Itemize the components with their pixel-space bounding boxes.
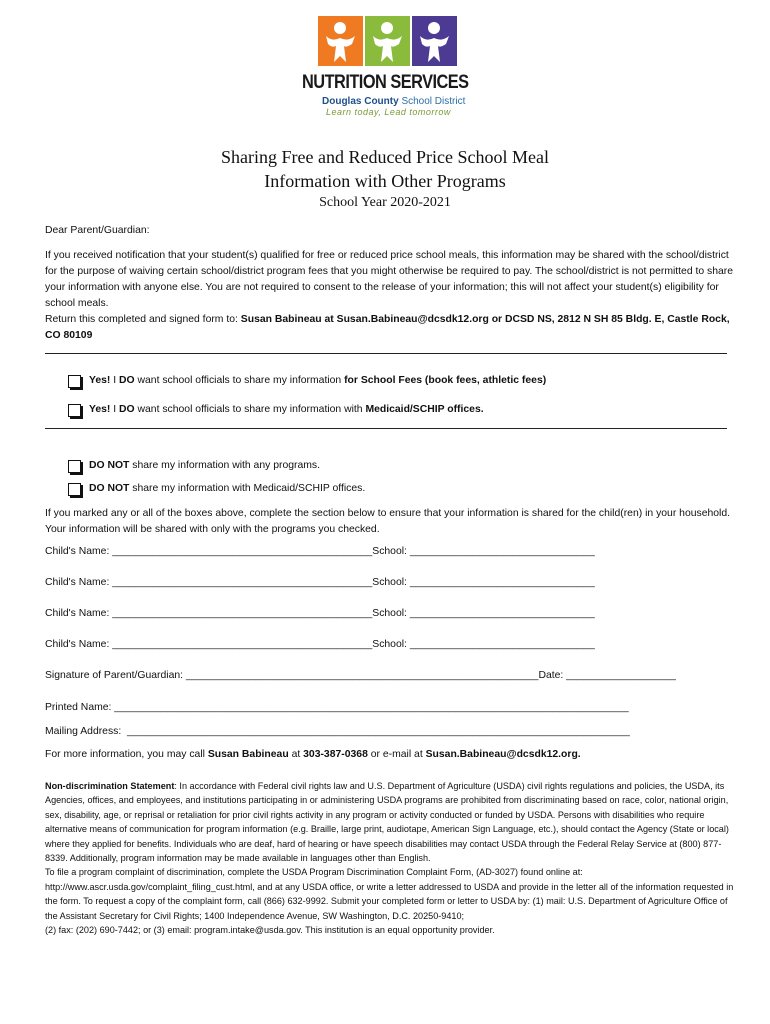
logo-title: NUTRITION SERVICES [302, 72, 469, 93]
child-name-field-4[interactable]: Child's Name: _____________________________________________School: ________________________________ [45, 639, 595, 650]
child-name-field-2[interactable]: Child's Name: _____________________________________________School: ________________________________ [45, 577, 595, 588]
option-label: DO NOT share my information with Medicaid/SCHIP offices. [89, 483, 366, 494]
option-label: Yes! I DO want school officials to share my information with Medicaid/SCHIP offices. [89, 404, 484, 415]
orange-figure-tile [318, 16, 363, 66]
checkbox[interactable] [68, 375, 81, 388]
page-title-line-1: Sharing Free and Reduced Price School Meal [221, 147, 549, 167]
option-share-medicaid[interactable] [68, 403, 484, 417]
printed-name-field[interactable]: Printed Name: _________________________________________________________________________________________ [45, 702, 629, 713]
purple-figure-tile [412, 16, 457, 66]
contact-info: For more information, you may call Susan Babineau at 303-387-0368 or e-mail at Susan.Babineau@dcsdk12.org. [45, 749, 581, 760]
page-title-line-2: Information with Other Programs [264, 171, 506, 191]
option-do-not-share-any[interactable] [68, 459, 320, 473]
mailing-address-field[interactable]: Mailing Address: _______________________________________________________________________________________ [45, 726, 630, 737]
logo-tagline: Learn today, Lead tomorrow [326, 107, 451, 117]
divider [45, 428, 727, 429]
divider [45, 353, 727, 354]
district-logo [302, 16, 469, 117]
intro-paragraph: If you received notification that your student(s) qualified for free or reduced price school meals, this information may be shared with the school/district for the purpose of waiving certain school/district program fees that you might otherwise be required to pay. The school/district is not permitted to share your information with anyone else. You are not required to consent to the release of your information; this will not affect your student(s) eligibility for school meals. Return this completed and signed form to: Susan Babineau at Susan.Babineau@dcsdk12.org or DCSD NS, 2812 N SH 85 Bldg. E, Castle Rock, CO 80109 [45, 250, 734, 341]
option-label: DO NOT share my information with any programs. [89, 460, 320, 471]
greeting: Dear Parent/Guardian: [45, 225, 150, 236]
option-do-not-share-medicaid[interactable] [68, 482, 365, 496]
child-name-field-3[interactable]: Child's Name: _____________________________________________School: ________________________________ [45, 608, 595, 619]
logo-district-name: Douglas County School District [322, 96, 466, 107]
option-label: Yes! I DO want school officials to share my information for School Fees (book fees, athletic fees) [89, 375, 547, 386]
checkbox[interactable] [68, 404, 81, 417]
school-year: School Year 2020-2021 [319, 195, 451, 210]
child-name-field-1[interactable]: Child's Name: _____________________________________________School: ________________________________ [45, 546, 595, 557]
option-share-school-fees[interactable] [68, 374, 546, 388]
instructions: If you marked any or all of the boxes above, complete the section below to ensure that your information is shared for the child(ren) in your household. Your information will be shared with only with the programs you checked. [45, 508, 731, 535]
signature-date-field[interactable]: Signature of Parent/Guardian: _____________________________________________________________Date: ___________________ [45, 670, 676, 681]
nondiscrimination-statement: Non-discrimination Statement: In accordance with Federal civil rights law and U.S. Department of Agriculture (USDA) civil rights regulations and policies, the USDA, its Agencies, offices, and employees, and institutions participating in or administering USDA programs are prohibited from discriminating based on race, color, national origin, sex, disability, age, or reprisal or retaliation for prior civil rights activity in any program or activity conducted or funded by USDA. Persons with disabilities who require alternative means of communication for program information (e.g. Braille, large print, audiotape, American Sign Language, etc.), should contact the Agency (State or local) where they applied for benefits. Individuals who are deaf, hard of hearing or have speech disabilities may contact USDA through the Federal Relay Service at (800) 877-8339. Additionally, program information may be made available in languages other than English. To file a program complaint of discrimination, complete the USDA Program Discrimination Complaint Form, (AD-3027) found online at: http://www.ascr.usda.gov/complaint_filing_cust.html, and at any USDA office, or write a letter addressed to USDA and provide in the letter all of the information requested in the form. To request a copy of the complaint form, call (866) 632-9992. Submit your completed form or letter to USDA by: (1) mail: U.S. Department of Agriculture Office of the Assistant Secretary for Civil Rights; 1400 Independence Avenue, SW Washington, D.C. 20250-9410; (2) fax: (202) 690-7442; or (3) email: program.intake@usda.gov. This institution is an equal opportunity provider. [45, 781, 734, 936]
green-figure-tile [365, 16, 410, 66]
checkbox[interactable] [68, 460, 81, 473]
checkbox[interactable] [68, 483, 81, 496]
